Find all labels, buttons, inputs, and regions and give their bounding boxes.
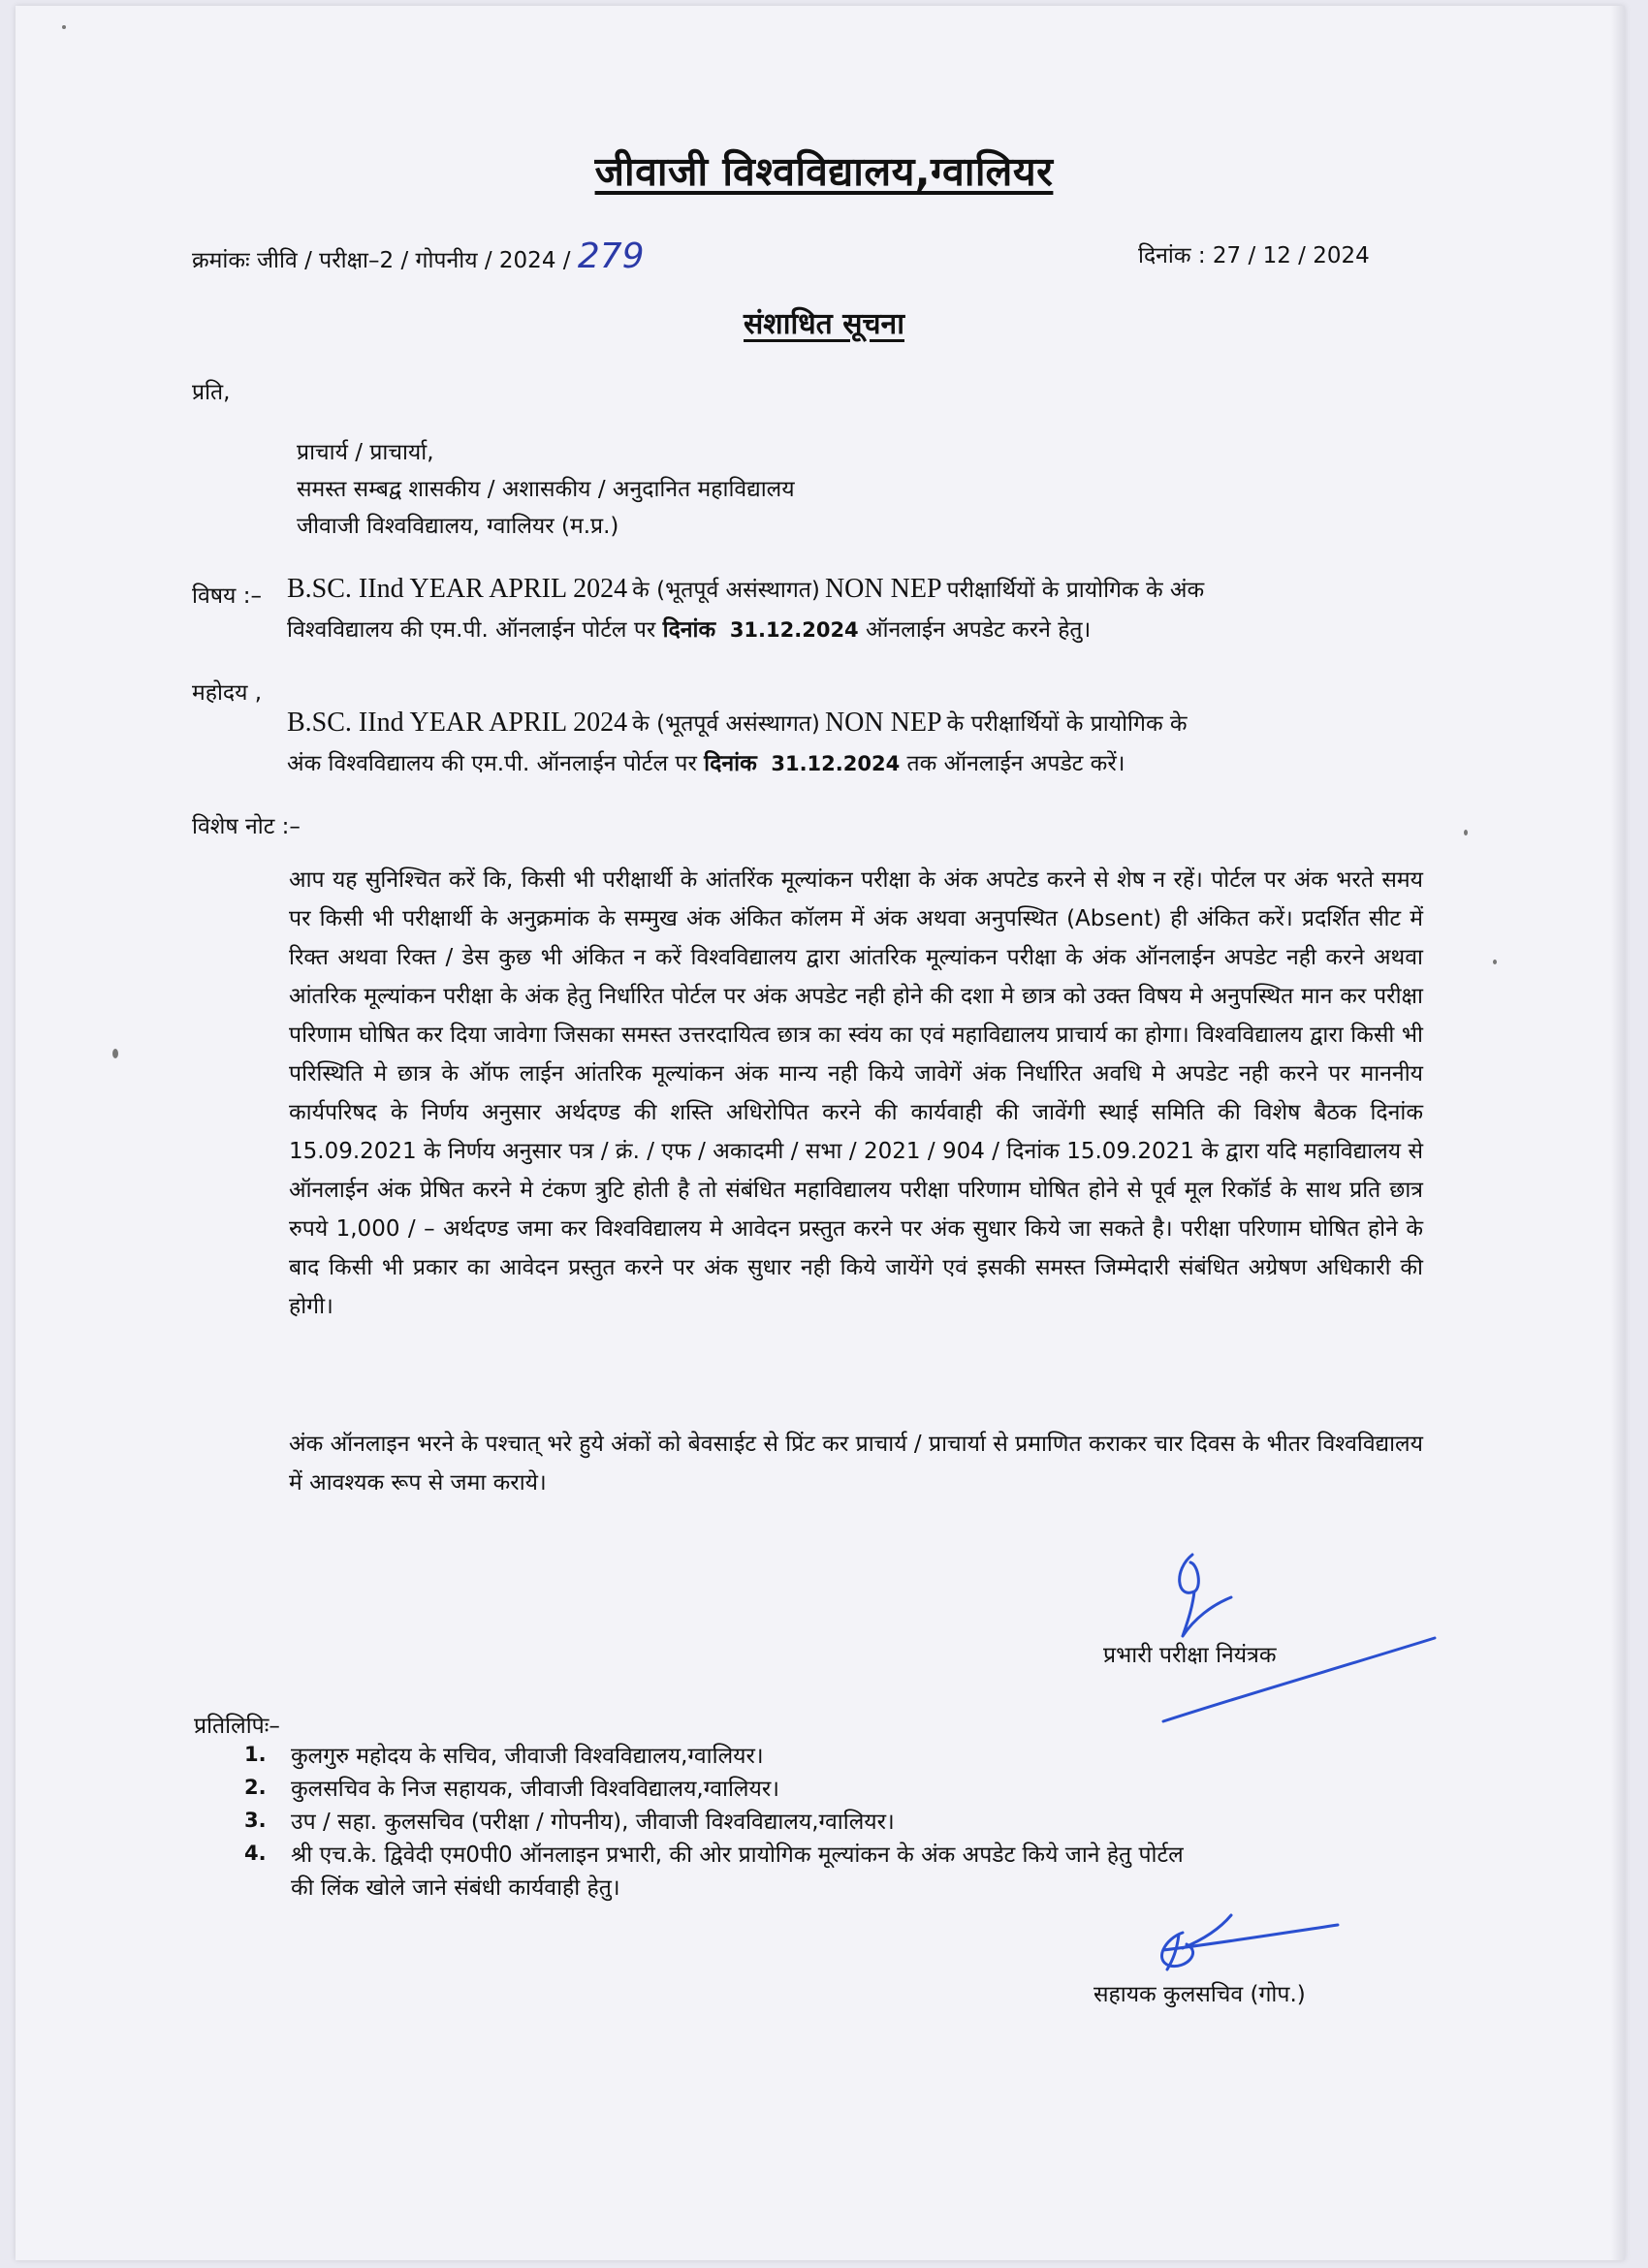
list-number: 3. (244, 1809, 267, 1832)
copies-label: प्रतिलिपिः– (194, 1714, 280, 1739)
subject-label: विषय :– (192, 583, 262, 609)
list-text: श्री एच.के. द्विवेदी एम0पी0 ऑनलाइन प्रभारी, की ओर प्रायोगिक मूल्यांकन के अंक अपडेट किये जाने हेतु पोर्टल (291, 1843, 1184, 1868)
handwritten-ref-number: 279 (577, 236, 645, 276)
addressee-line: समस्त सम्बद्व शासकीय / अशासकीय / अनुदानित महाविद्यालय (297, 477, 795, 502)
subject-text-part: के (भूतपूर्व असंस्थागत) (632, 578, 820, 603)
salutation-course: B.SC. IInd YEAR APRIL 2024 (287, 708, 628, 738)
subject-text (287, 570, 1431, 648)
list-number: 1. (244, 1743, 267, 1766)
list-item (0, 1807, 1648, 1840)
salutation-date: 31.12.2024 (771, 752, 901, 775)
salutation-text-part: तक ऑनलाईन अपडेट करें। (906, 751, 1125, 776)
subject-course: B.SC. IInd YEAR APRIL 2024 (287, 574, 628, 604)
copies-list (0, 1741, 1648, 1907)
salutation-label: महोदय , (192, 680, 263, 706)
salutation-date-label: दिनांक (704, 751, 757, 776)
scan-speck (62, 25, 66, 29)
subject-text-part: ऑनलाईन अपडेट करने हेतु। (865, 617, 1092, 643)
scan-speck (1464, 830, 1468, 835)
reference-label: क्रमांकः जीवि / परीक्षा–2 / गोपनीय / 2024 / (192, 248, 571, 273)
controller-designation: प्रभारी परीक्षा नियंत्रक (1103, 1643, 1277, 1668)
subject-text-part: परीक्षार्थियों के प्रायोगिक के अंक (946, 578, 1205, 603)
list-text: की लिंक खोले जाने संबंधी कार्यवाही हेतु। (291, 1875, 620, 1901)
closing-paragraph: अंक ऑनलाइन भरने के पश्चात् भरे हुये अंकों को बेवसाईट से प्रिंट कर प्राचार्य / प्राचार्या से प्रमाणित कराकर चार दिवस के भीतर विश्वविद्यालय में आवश्यक रूप से जमा कराये। (289, 1432, 1423, 1496)
salutation-text-part: के (भूतपूर्व असंस्थागत) (632, 711, 820, 737)
reference-number (192, 236, 645, 276)
list-number: 4. (244, 1842, 267, 1865)
list-text: उप / सहा. कुलसचिव (परीक्षा / गोपनीय), जीवाजी विश्वविद्यालय,ग्वालियर। (291, 1810, 895, 1835)
subject-date-label: दिनांक (662, 617, 716, 643)
addressee-line: जीवाजी विश्वविद्यालय, ग्वालियर (म.प्र.) (297, 514, 619, 539)
list-number: 2. (244, 1776, 267, 1799)
list-item (0, 1741, 1648, 1774)
subject-scheme: NON NEP (824, 574, 942, 604)
special-note-label: विशेष नोट :– (192, 814, 301, 839)
special-note-paragraph: आप यह सुनिश्चित करें कि, किसी भी परीक्षार्थी के आंतरिंक मूल्यांकन परीक्षा के अंक अपटेड करने से शेष न रहें। पोर्टल पर अंक भरते समय पर किसी भी परीक्षार्थी के अनुक्रमांक के सम्मुख अंक अंकित कॉलम में अंक अथवा अनुपस्थित (Absent) ही अंकित करें। प्रदर्शित सीट में रिक्त अथवा रिक्त / डेस कुछ भी अंकित न करें विश्वविद्यालय द्वारा आंतरिक मूल्यांकन परीक्षा के अंक ऑनलाईन अपडेट नही करने अथवा आंतरिक मूल्यांकन परीक्षा के अंक हेतु निर्धारित पोर्टल पर अंक अपडेट नही होने की दशा मे छात्र को उक्त विषय मे अनुपस्थित मान कर परीक्षा परिणाम घोषित कर दिया जावेगा जिसका समस्त उत्तरदायित्व छात्र का स्वंय का एवं महाविद्यालय प्राचार्य का होगा। विश्वविद्यालय द्वारा किसी भी परिस्थिति मे छात्र के ऑफ लाईन आंतरिक मूल्यांकन अंक मान्य नही किये जावेगें अंक निर्धारित अवधि मे अपडेट नही करने पर माननीय कार्यपरिषद के निर्णय अनुसार अर्थदण्ड की शस्ति अधिरोपित करने की कार्यवाही की जावेंगी स्थाई समिति की विशेष बैठक दिनांक 15.09.2021 के निर्णय अनुसार पत्र / क्रं. / एफ / अकादमी / सभा / 2021 / 904 / दिनांक 15.09.2021 के द्वारा यदि महाविद्यालय से ऑनलाईन अंक प्रेषित करने मे टंकण त्रुटि होती है तो संबंधित महाविद्यालय परीक्षा परिणाम घोषित होने से पूर्व मूल रिकॉर्ड के साथ प्रति छात्र रुपये 1,000 / – अर्थदण्ड जमा कर विश्वविद्यालय मे आवेदन प्रस्तुत करने पर अंक सुधार किये जा सकते है। परीक्षा परिणाम घोषित होने के बाद किसी भी प्रकार का आवेदन प्रस्तुत करने पर अंक सुधार नही किये जायेंगे एवं इसकी समस्त जिम्मेदारी संबंधित अग्रेषण अधिकारी की होगी। (289, 867, 1423, 1319)
salutation-scheme: NON NEP (824, 708, 942, 738)
list-item (0, 1840, 1648, 1907)
salutation-text-part: के परीक्षार्थियों के प्रायोगिक के (946, 711, 1188, 737)
list-item (0, 1774, 1648, 1807)
university-title: जीवाजी विश्वविद्यालय,ग्वालियर (594, 148, 1054, 195)
scan-speck (112, 1049, 118, 1058)
letter-date: दिनांक : 27 / 12 / 2024 (1138, 243, 1370, 268)
addressee-line: प्राचार्य / प्राचार्या, (297, 440, 434, 465)
subject-date: 31.12.2024 (729, 618, 859, 642)
subject-text-part: विश्वविद्यालय की एम.पी. ऑनलाईन पोर्टल पर (287, 617, 656, 643)
notice-heading: संशाधित सूचना (744, 307, 904, 341)
list-text: कुलगुरु महोदय के सचिव, जीवाजी विश्वविद्यालय,ग्वालियर। (291, 1744, 764, 1769)
registrar-designation: सहायक कुलसचिव (गोप.) (1093, 1982, 1306, 2007)
salutation-text (287, 704, 1431, 782)
list-text: कुलसचिव के निज सहायक, जीवाजी विश्वविद्यालय,ग्वालियर। (291, 1777, 779, 1802)
to-label: प्रति, (192, 380, 231, 405)
salutation-text-part: अंक विश्वविद्यालय की एम.पी. ऑनलाईन पोर्टल पर (287, 751, 697, 776)
addressee-block (297, 434, 795, 545)
scan-speck (1493, 960, 1497, 964)
